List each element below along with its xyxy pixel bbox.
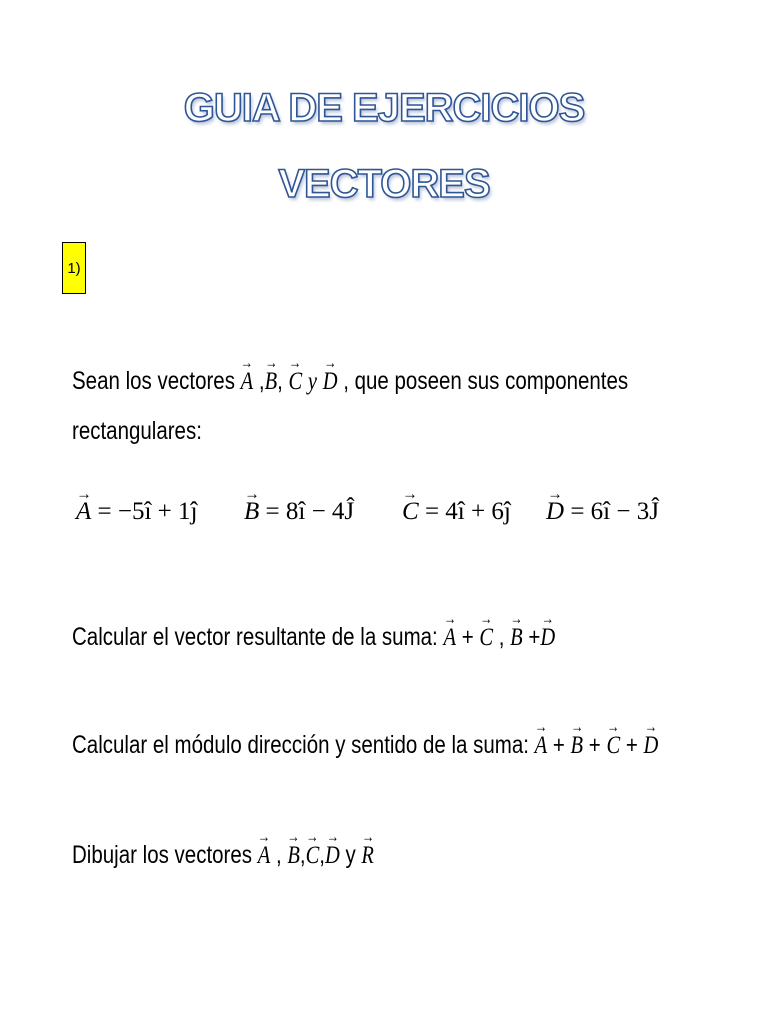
task-1-comma: , <box>498 623 505 651</box>
page-title-line2: VECTORES <box>278 162 490 206</box>
vector-b-symbol: → B <box>265 367 278 397</box>
task-1-plus-2: + <box>528 623 541 651</box>
task-3-comma-1: , <box>275 841 282 869</box>
task-3-vector-d: → D <box>325 841 340 871</box>
conjunction-y: y <box>307 368 318 395</box>
task-3-vector-a: → A <box>258 841 271 871</box>
task-1-vector-a: → A <box>443 623 456 653</box>
equation-d-vector: → D <box>546 498 564 526</box>
task-3-y: y <box>345 841 356 869</box>
exercise-number-badge <box>62 242 86 294</box>
equation-a-vector: → A <box>76 498 91 526</box>
equation-b-components: = 8î − 4Ĵ <box>265 498 355 525</box>
vector-a-symbol: → A <box>241 367 254 397</box>
task-1-vector-c: → C <box>479 623 493 653</box>
intro-line2 <box>72 416 202 446</box>
intro-line2-text: rectangulares: <box>72 417 202 445</box>
task-3-comma-3: , <box>319 841 325 869</box>
separator-comma: , <box>258 367 265 395</box>
task-2-vector-d: → D <box>644 731 659 761</box>
equation-b-vector: → B <box>244 498 259 526</box>
task-1-plus: + <box>461 623 474 651</box>
task-2-plus-3: + <box>625 731 638 759</box>
task-2-plus-1: + <box>552 731 565 759</box>
equation-c-components: = 4î + 6ĵ <box>424 498 511 525</box>
intro-suffix: , que poseen sus componentes <box>343 367 629 395</box>
equation-c-vector: → C <box>402 498 419 526</box>
task-1-text: Calcular el vector resultante de la suma: <box>72 623 438 651</box>
task-2-text: Calcular el módulo dirección y sentido de la suma: <box>72 731 529 759</box>
task-3-text: Dibujar los vectores <box>72 841 253 869</box>
task-1-vector-d: → D <box>540 623 555 653</box>
exercise-number: 1) <box>67 259 81 277</box>
task-3-comma-2: , <box>299 841 306 869</box>
vector-d-symbol: → D <box>323 367 338 397</box>
task-1-vector-b: → B <box>510 623 523 653</box>
task-2 <box>72 730 658 761</box>
page-title-line1: GUIA DE EJERCICIOS <box>183 86 585 130</box>
task-1 <box>72 622 555 653</box>
task-3-vector-r: → R <box>361 841 374 871</box>
separator-comma: , <box>277 367 283 395</box>
equation-a <box>76 498 197 526</box>
task-3-vector-c: → C <box>306 841 320 871</box>
equation-c <box>402 498 511 526</box>
equation-a-components: = −5î + 1ĵ <box>97 498 198 525</box>
task-2-vector-b: → B <box>571 731 584 761</box>
task-2-vector-a: → A <box>535 731 548 761</box>
intro-line1 <box>72 366 628 397</box>
equation-b <box>244 498 354 526</box>
intro-prefix: Sean los vectores <box>72 367 235 395</box>
task-3 <box>72 840 374 871</box>
task-2-vector-c: → C <box>606 731 620 761</box>
task-2-plus-2: + <box>588 731 601 759</box>
task-3-vector-b: → B <box>287 841 300 871</box>
equation-d <box>546 498 659 526</box>
equation-d-components: = 6î − 3Ĵ <box>570 498 659 525</box>
vector-c-symbol: → C <box>289 367 303 397</box>
